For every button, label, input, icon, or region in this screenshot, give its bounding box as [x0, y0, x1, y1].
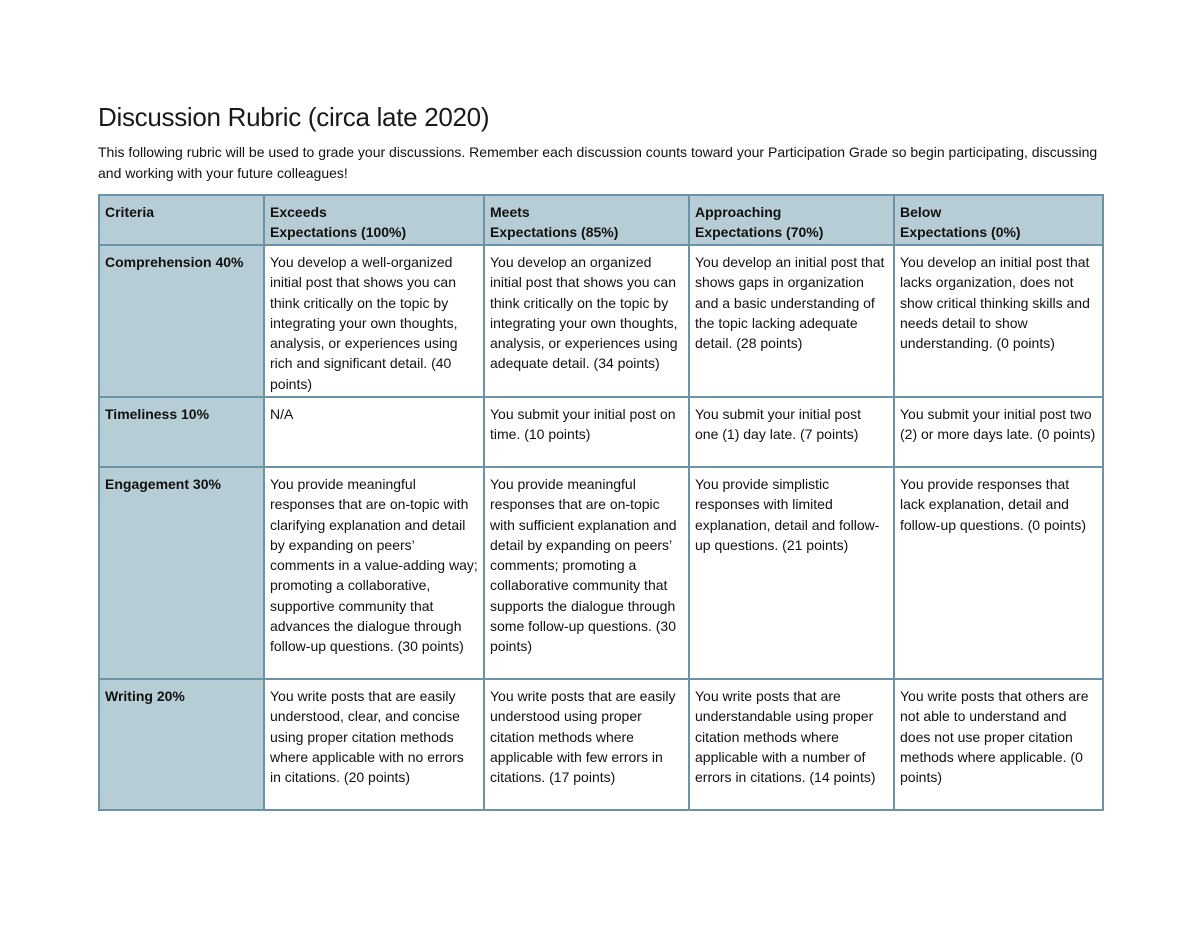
header-meets-line1: Meets	[490, 204, 530, 220]
header-approaching-line1: Approaching	[695, 204, 782, 220]
header-exceeds-line2: Expectations (100%)	[270, 224, 407, 241]
below-cell: You provide responses that lack explanation, detail and follow-up questions. (0 points)	[894, 467, 1103, 679]
document-title: Discussion Rubric (circa late 2020)	[98, 102, 490, 132]
below-cell: You submit your initial post two (2) or more days late. (0 points)	[894, 397, 1103, 467]
rubric-table	[98, 194, 1104, 811]
approaching-cell: You write posts that are understandable using proper citation methods where applicable with a number of errors in citations. (14 points)	[689, 679, 894, 810]
criterion-cell: Timeliness 10%	[99, 397, 264, 467]
header-below-line1: Below	[900, 204, 942, 220]
document-page	[98, 100, 1102, 811]
table-row	[99, 245, 1103, 397]
exceeds-cell: You develop a well-organized initial post that shows you can think critically on the topic by integrating your own thoughts, analysis, or experiences using rich and significant detail. (40 points)	[264, 245, 484, 397]
criterion-cell: Writing 20%	[99, 679, 264, 810]
table-row	[99, 397, 1103, 467]
criterion-cell: Comprehension 40%	[99, 245, 264, 397]
approaching-cell: You provide simplistic responses with limited explanation, detail and follow-up questions. (21 points)	[689, 467, 894, 679]
header-meets	[484, 195, 689, 245]
exceeds-cell: You provide meaningful responses that are on-topic with clarifying explanation and detail by expanding on peers’ comments in a value-adding way; promoting a collaborative, supportive community that advances the dialogue through follow-up questions. (30 points)	[264, 467, 484, 679]
approaching-cell: You develop an initial post that shows gaps in organization and a basic understanding of the topic lacking adequate detail. (28 points)	[689, 245, 894, 397]
header-approaching	[689, 195, 894, 245]
table-row	[99, 679, 1103, 810]
below-cell: You write posts that others are not able to understand and does not use proper citation methods where applicable. (0 points)	[894, 679, 1103, 810]
header-approaching-line2: Expectations (70%)	[695, 224, 824, 241]
meets-cell: You write posts that are easily understood using proper citation methods where applicable with few errors in citations. (17 points)	[484, 679, 689, 810]
header-below-line2: Expectations (0%)	[900, 224, 1021, 241]
exceeds-cell: You write posts that are easily understood, clear, and concise using proper citation methods where applicable with no errors in citations. (20 points)	[264, 679, 484, 810]
header-criteria: Criteria	[99, 195, 264, 245]
exceeds-cell: N/A	[264, 397, 484, 467]
document-intro: This following rubric will be used to grade your discussions. Remember each discussion counts toward your Participation Grade so begin participating, discussing and working with your future colleagues!	[98, 144, 1098, 181]
header-below	[894, 195, 1103, 245]
meets-cell: You develop an organized initial post that shows you can think critically on the topic by integrating your own thoughts, analysis, or experiences using adequate detail. (34 points)	[484, 245, 689, 397]
header-exceeds-line1: Exceeds	[270, 204, 327, 220]
header-meets-line2: Expectations (85%)	[490, 224, 619, 241]
meets-cell: You submit your initial post on time. (10 points)	[484, 397, 689, 467]
table-header-row	[99, 195, 1103, 245]
below-cell: You develop an initial post that lacks organization, does not show critical thinking skills and needs detail to show understanding. (0 points)	[894, 245, 1103, 397]
table-row	[99, 467, 1103, 679]
criterion-cell: Engagement 30%	[99, 467, 264, 679]
header-exceeds	[264, 195, 484, 245]
meets-cell: You provide meaningful responses that are on-topic with sufficient explanation and detail by expanding on peers’ comments; promoting a collaborative community that supports the dialogue through some follow-up questions. (30 points)	[484, 467, 689, 679]
approaching-cell: You submit your initial post one (1) day late. (7 points)	[689, 397, 894, 467]
